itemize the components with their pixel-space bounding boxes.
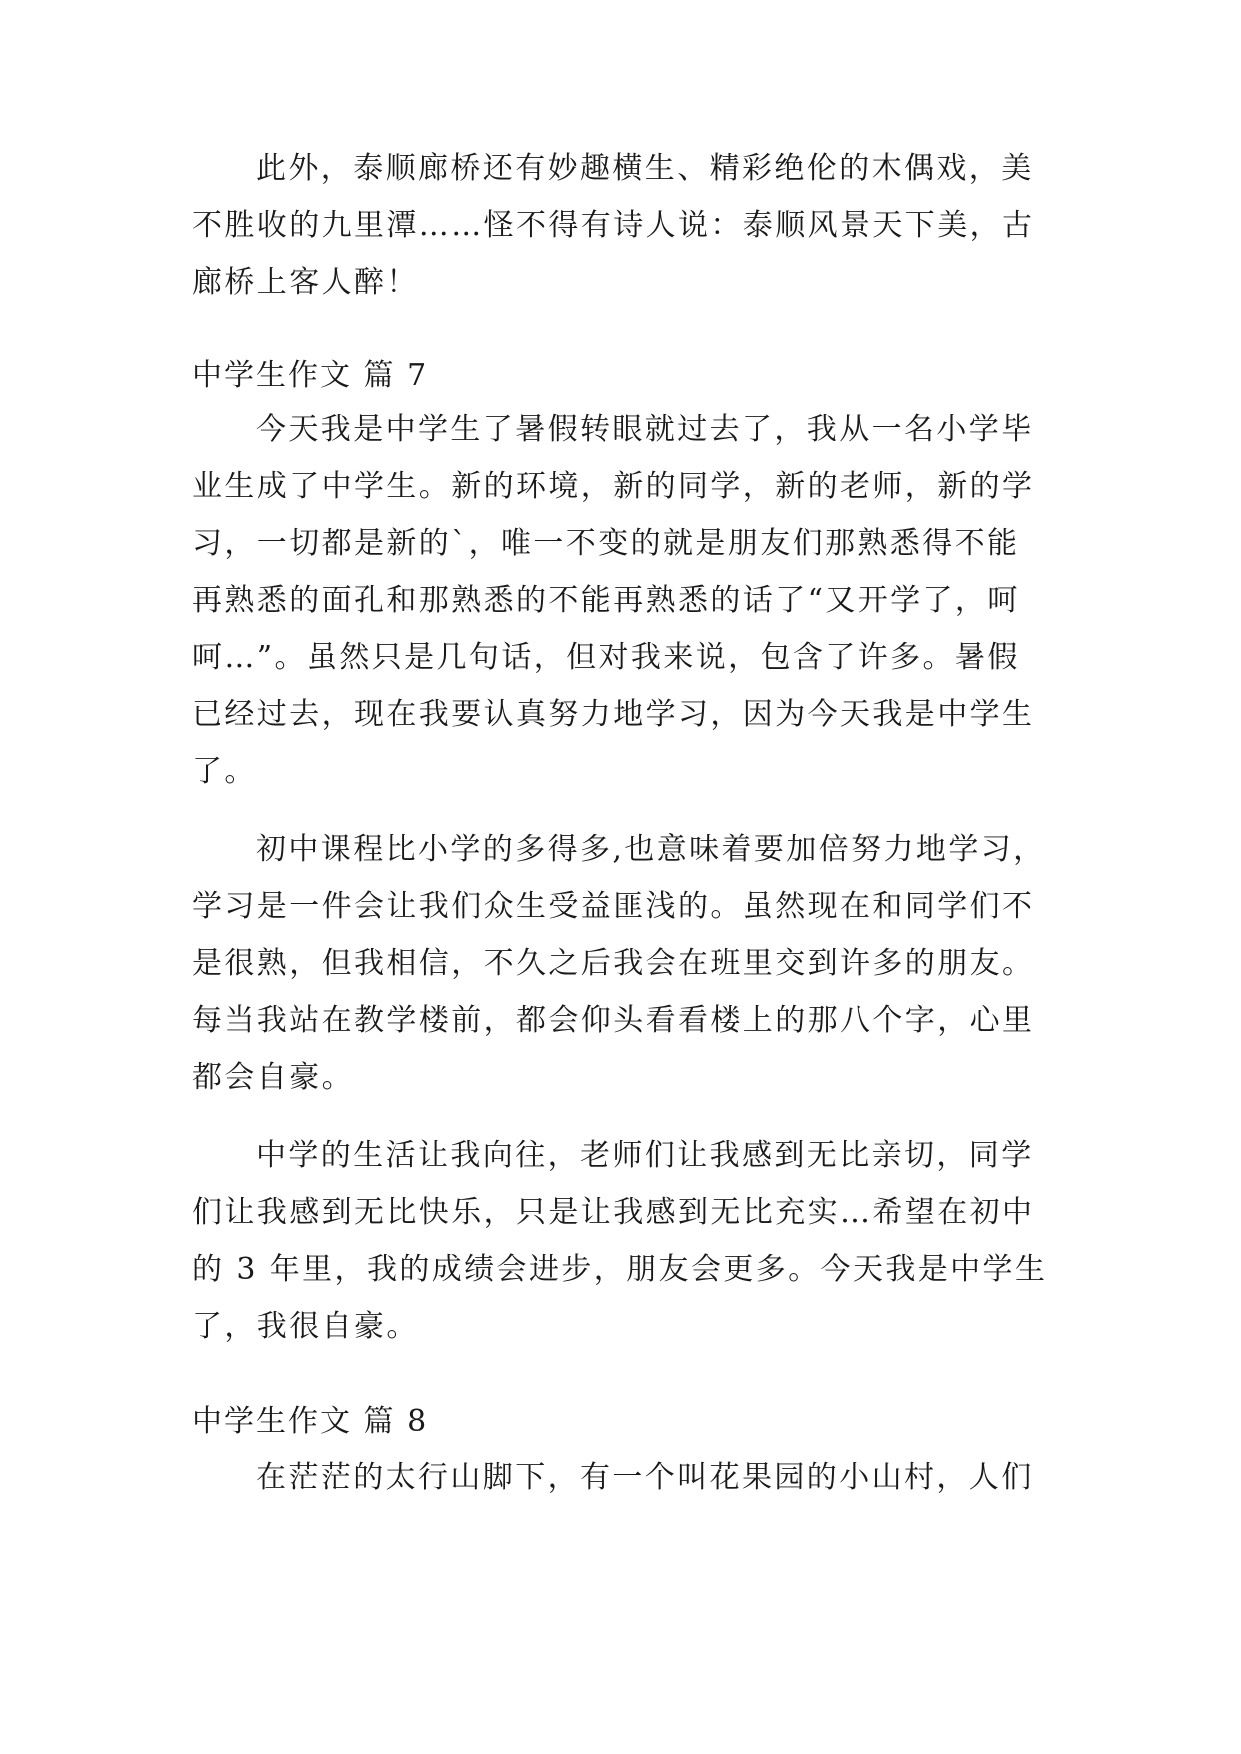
paragraph-line: 习，一切都是新的`，唯一不变的就是朋友们那熟悉得不能: [192, 526, 1020, 561]
paragraph-line: 中学的生活让我向往，老师们让我感到无比亲切，同学: [256, 1138, 1034, 1173]
paragraph-line: 再熟悉的面孔和那熟悉的不能再熟悉的话了“又开学了，呵: [192, 583, 1020, 618]
paragraph-line: 的 3 年里，我的成绩会进步，朋友会更多。今天我是中学生: [192, 1252, 1048, 1287]
paragraph-line: 每当我站在教学楼前，都会仰头看看楼上的那八个字，心里: [192, 1003, 1035, 1038]
section-heading: 中学生作文 篇 8: [192, 1404, 429, 1439]
paragraph-line: 初中课程比小学的多得多,也意味着要加倍努力地学习，: [256, 832, 1046, 867]
paragraph-line: 是很熟，但我相信，不久之后我会在班里交到许多的朋友。: [192, 946, 1035, 981]
paragraph-line: 在茫茫的太行山脚下，有一个叫花果园的小山村，人们: [256, 1460, 1034, 1495]
paragraph-line: 业生成了中学生。新的环境，新的同学，新的老师，新的学: [192, 469, 1035, 504]
paragraph-line: 都会自豪。: [192, 1060, 354, 1095]
paragraph-line: 们让我感到无比快乐，只是让我感到无比充实…希望在初中: [192, 1195, 1035, 1230]
paragraph-line: 今天我是中学生了暑假转眼就过去了，我从一名小学毕: [256, 412, 1034, 447]
paragraph-line: 了，我很自豪。: [192, 1309, 419, 1344]
paragraph-line: 不胜收的九里潭……怪不得有诗人说：泰顺风景天下美，古: [192, 208, 1035, 243]
paragraph-line: 了。: [192, 754, 257, 789]
section-heading: 中学生作文 篇 7: [192, 358, 429, 393]
paragraph-line: 已经过去，现在我要认真努力地学习，因为今天我是中学生: [192, 697, 1035, 732]
paragraph-line: 廊桥上客人醉！: [192, 265, 419, 300]
paragraph-line: 呵…”。虽然只是几句话，但对我来说，包含了许多。暑假: [192, 640, 1020, 675]
paragraph-line: 此外，泰顺廊桥还有妙趣横生、精彩绝伦的木偶戏，美: [256, 151, 1034, 186]
paragraph-line: 学习是一件会让我们众生受益匪浅的。虽然现在和同学们不: [192, 889, 1035, 924]
